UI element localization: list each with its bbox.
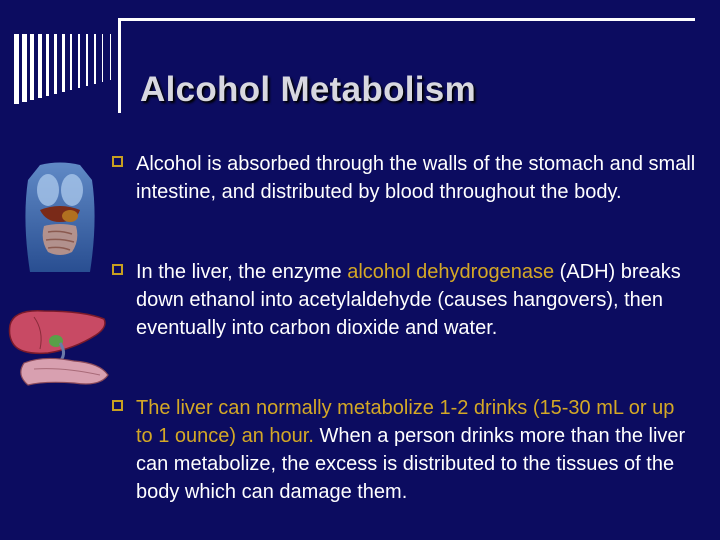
torso-organs-illustration: [10, 160, 110, 275]
bullet-text-part: Alcohol is absorbed through the walls of the stomach and small intestine, and distributed by blood throughout the body.: [136, 153, 696, 203]
decorative-stripe: [62, 34, 65, 92]
bullet-text-part: When a person drinks more than the liver can metabolize, the excess is distributed to the tissues of the body which can damage them.: [136, 425, 686, 503]
decorative-stripe: [78, 34, 80, 88]
decorative-left-line: [118, 18, 121, 113]
bullet-text: [136, 258, 696, 342]
bullet-text-part: In the liver, the enzyme: [136, 261, 348, 283]
highlight-enzyme-name: alcohol dehydrogenase: [347, 261, 555, 283]
highlight-metabolize-rate: The liver can normally metabolize 1-2 drinks (15-30 mL or up to 1 ounce) an hour.: [136, 397, 675, 447]
slide-title: Alcohol Metabolism: [140, 70, 476, 109]
decorative-stripe: [110, 34, 111, 80]
bullet-square-icon: [112, 156, 123, 167]
bullet-text-part: (ADH) breaks down ethanol into acetylaldehyde (causes hangovers), then eventually into carbon dioxide and water.: [136, 261, 681, 339]
bullet-square-icon: [112, 264, 123, 275]
decorative-stripe: [94, 34, 96, 84]
decorative-stripe: [86, 34, 88, 86]
decorative-top-line: [120, 18, 695, 21]
decorative-stripe: [70, 34, 72, 90]
decorative-stripe: [38, 34, 42, 98]
bullet-square-icon: [112, 400, 123, 411]
decorative-stripe: [46, 34, 49, 96]
bullet-text: [136, 150, 696, 206]
bullet-text: [136, 394, 696, 506]
decorative-stripe: [30, 34, 34, 100]
decorative-stripe: [54, 34, 57, 94]
liver-illustration: [4, 305, 114, 395]
decorative-stripe: [102, 34, 103, 82]
decorative-stripe: [22, 34, 27, 102]
decorative-stripe: [14, 34, 19, 104]
